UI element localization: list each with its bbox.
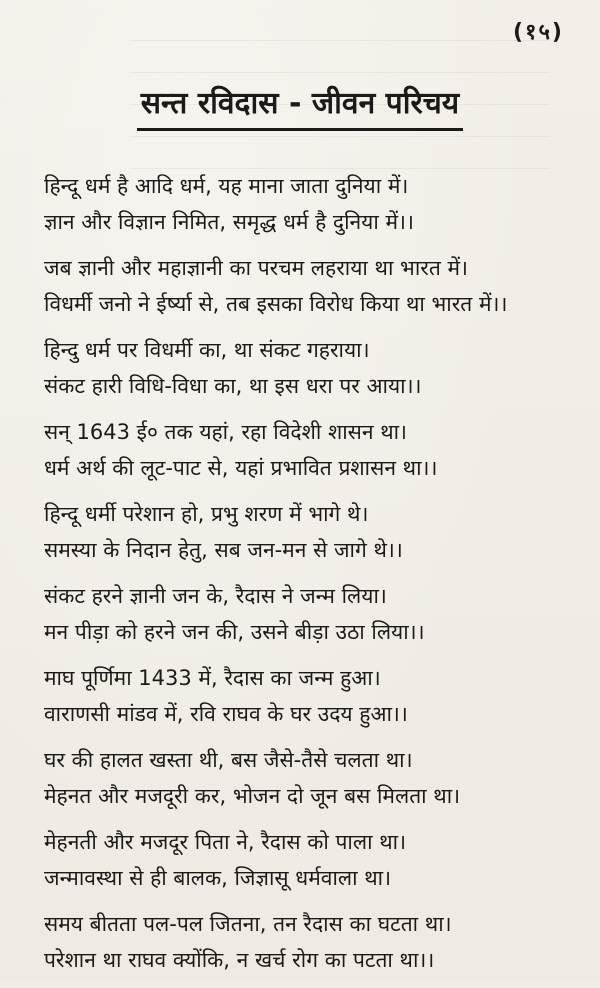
verse-line: परेशान था राघव क्योंकि, न खर्च रोग का पटता था।।: [44, 948, 435, 972]
stanza: [44, 332, 584, 414]
stanza: [44, 906, 584, 988]
verse-line: जन्मावस्था से ही बालक, जिज्ञासू धर्मवाला था।: [44, 866, 392, 890]
verse-line: ज्ञान और विज्ञान निमित, समृद्ध धर्म है दुनिया में।।: [44, 210, 414, 234]
verse-line: विधर्मी जनो ने ईर्ष्या से, तब इसका विरोध किया था भारत में।।: [44, 292, 508, 316]
verse-line: जब ज्ञानी और महाज्ञानी का परचम लहराया था भारत में।: [44, 256, 469, 280]
page-title: सन्त रविदास - जीवन परिचय: [137, 82, 463, 131]
stanza: [44, 496, 584, 578]
verse-line: माघ पूर्णिमा 1433 में, रैदास का जन्म हुआ।: [44, 666, 381, 690]
verse-line: मेहनत और मजदूरी कर, भोजन दो जून बस मिलता था।: [44, 784, 461, 808]
stanza: [44, 414, 584, 496]
verse-line: मेहनती और मजदूर पिता ने, रैदास को पाला था।: [44, 830, 407, 854]
verse-line: संकट हरने ज्ञानी जन के, रैदास ने जन्म लिया।: [44, 584, 387, 608]
verse-line: धर्म अर्थ की लूट-पाट से, यहां प्रभावित प्रशासन था।।: [44, 456, 438, 480]
verse-line: हिन्दु धर्म पर विधर्मी का, था संकट गहराया।: [44, 338, 370, 362]
stanza: [44, 250, 584, 332]
stanza: [44, 578, 584, 660]
verse-line: वाराणसी मांडव में, रवि राघव के घर उदय हुआ।।: [44, 702, 408, 726]
verse-line: सन् 1643 ई० तक यहां, रहा विदेशी शासन था।: [44, 420, 408, 444]
verse-line: समय बीतता पल-पल जितना, तन रैदास का घटता था।: [44, 912, 452, 936]
page-number: (१५): [513, 20, 564, 45]
verse-line: मन पीड़ा को हरने जन की, उसने बीड़ा उठा लिया।।: [44, 620, 425, 644]
stanza: [44, 660, 584, 742]
stanza: [44, 742, 584, 824]
verse-line: हिन्दू धर्मी परेशान हो, प्रभु शरण में भागे थे।: [44, 502, 369, 526]
verse-line: घर की हालत खस्ता थी, बस जैसे-तैसे चलता था।: [44, 748, 413, 772]
title-container: [0, 82, 600, 131]
stanza: [44, 168, 584, 250]
poem-body: [44, 168, 584, 988]
stanza: [44, 824, 584, 906]
verse-line: हिन्दू धर्म है आदि धर्म, यह माना जाता दुनिया में।: [44, 174, 409, 198]
verse-line: समस्या के निदान हेतु, सब जन-मन से जागे थे।।: [44, 538, 403, 562]
verse-line: संकट हारी विधि-विधा का, था इस धरा पर आया।।: [44, 374, 422, 398]
